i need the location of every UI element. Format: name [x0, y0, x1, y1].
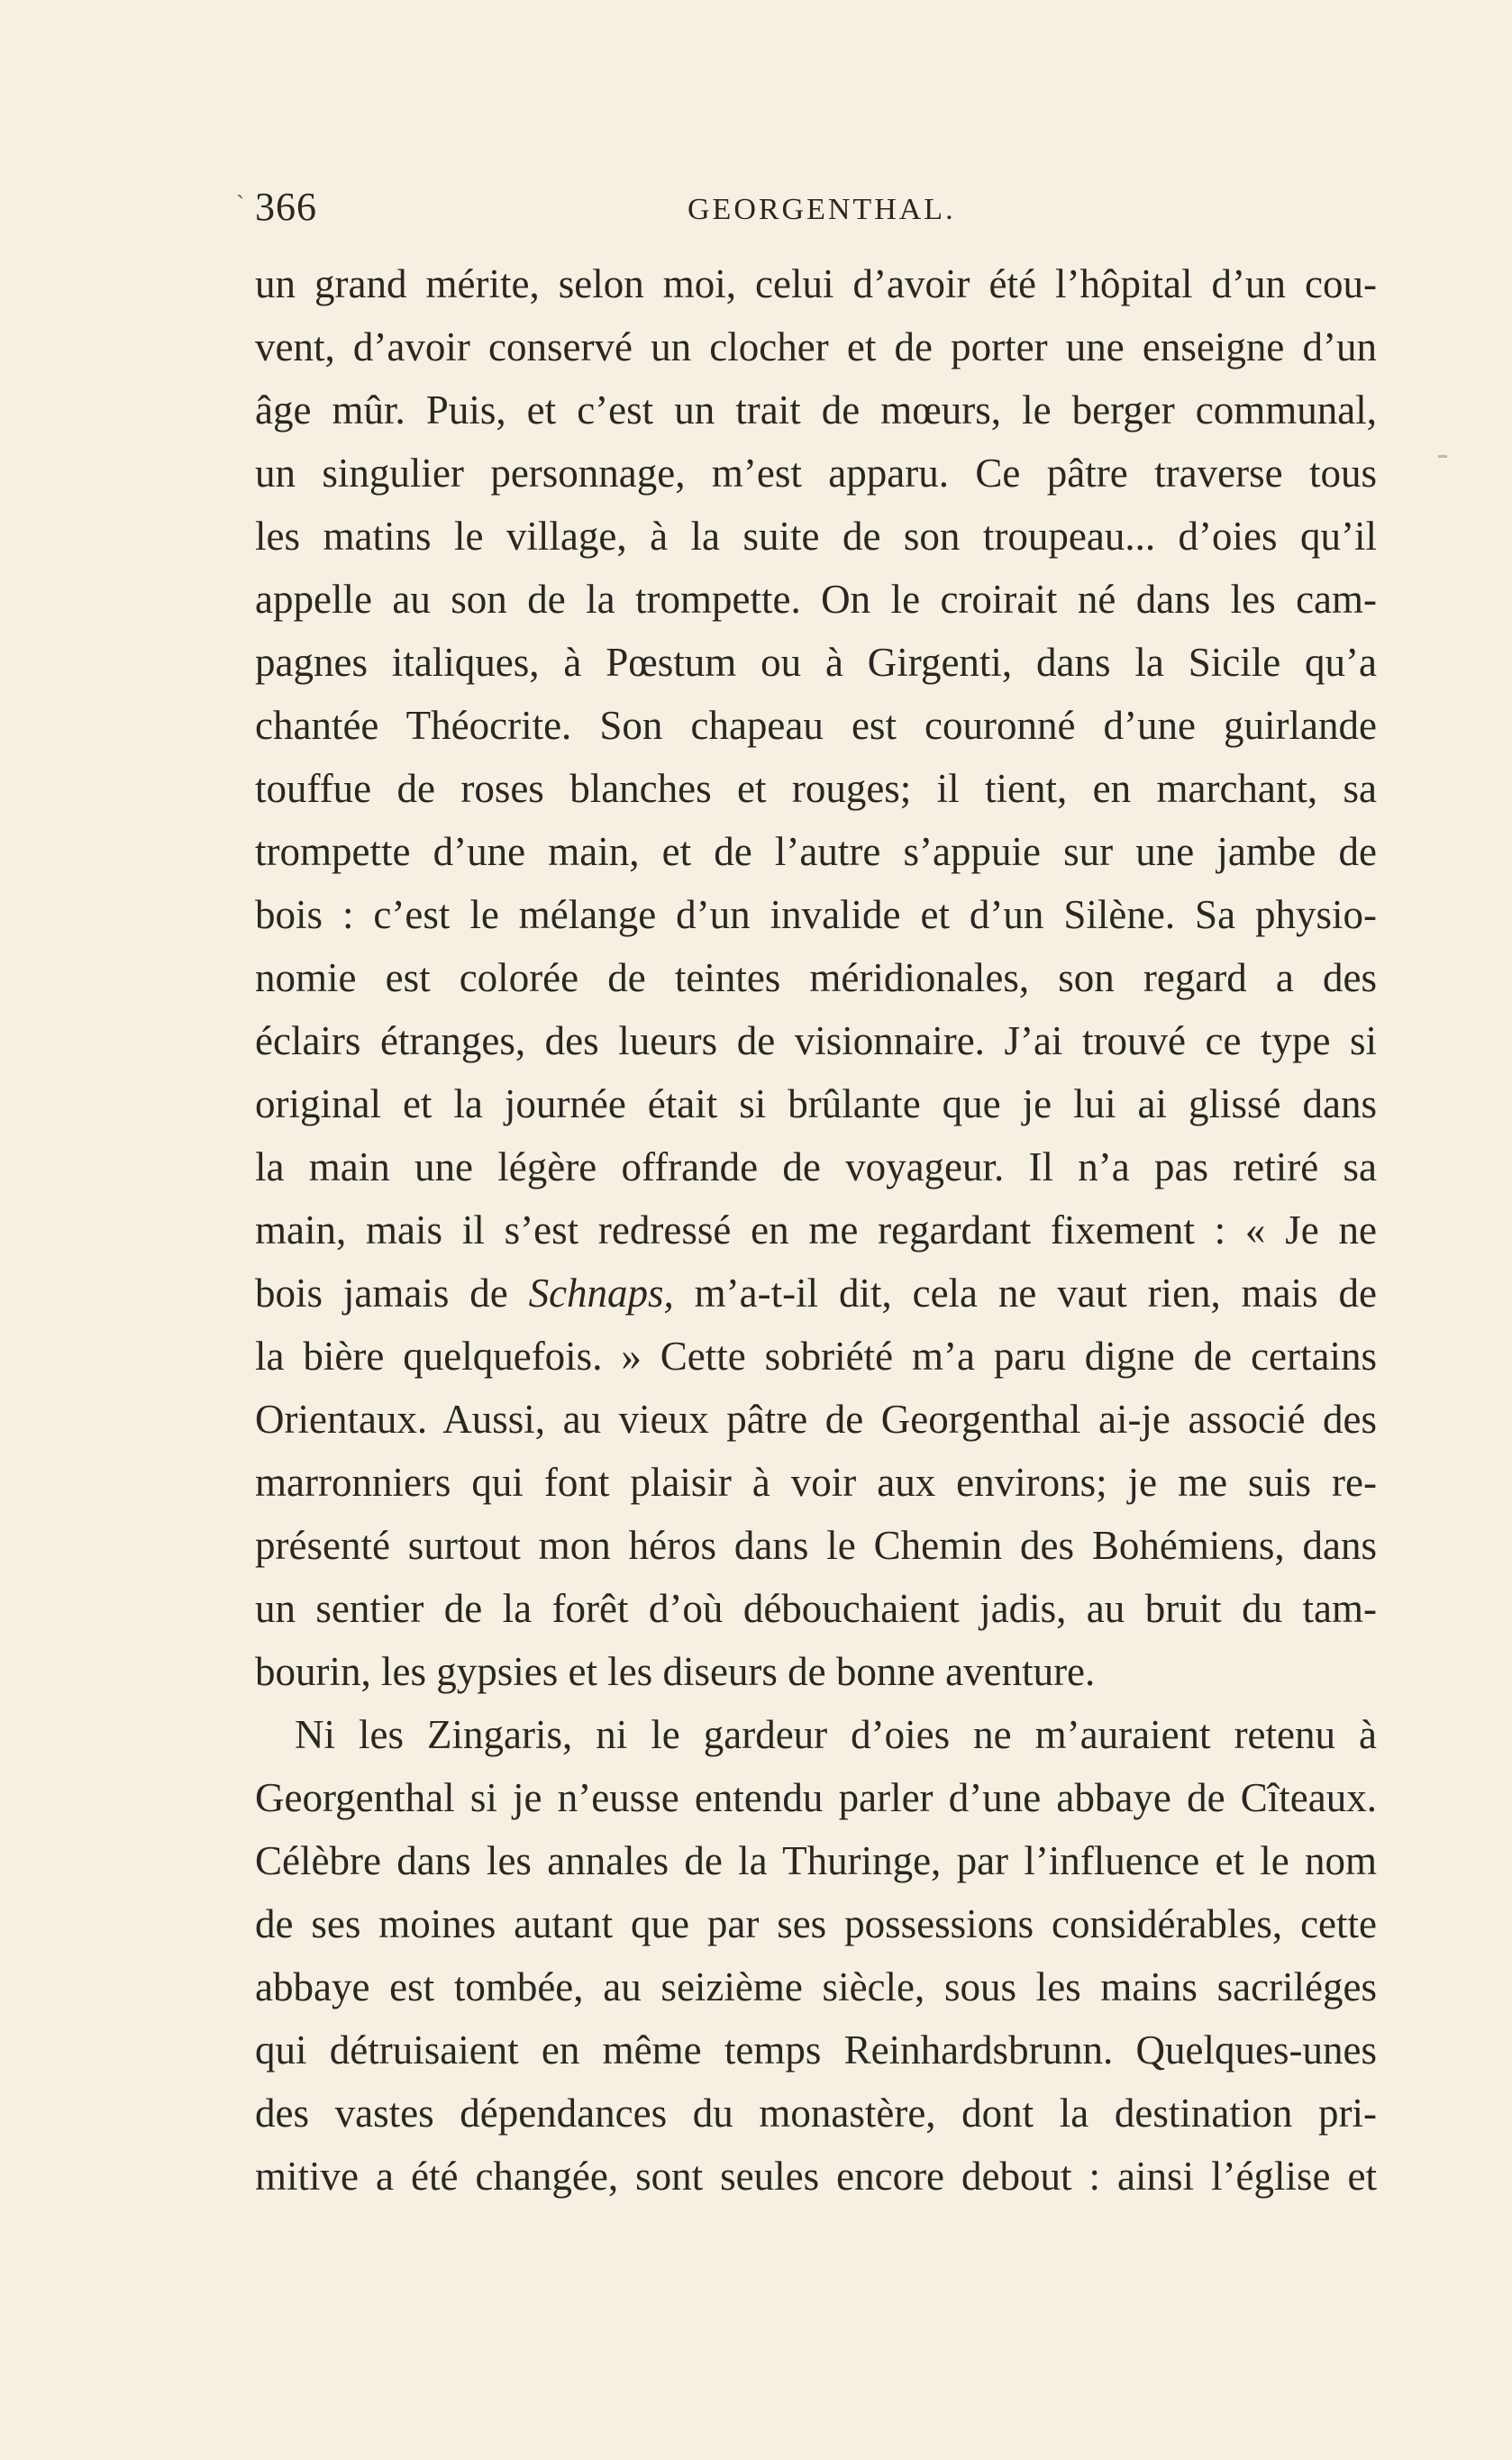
- text-line: pagnes italiques, à Pœstum ou à Girgenti, dans la Sicile qu’a: [255, 640, 1377, 685]
- text-line: présenté surtout mon héros dans le Chemin des Bohémiens, dans: [255, 1523, 1377, 1568]
- text-line: appelle au son de la trompette. On le croirait né dans les cam-: [255, 577, 1377, 622]
- text-line: la bière quelquefois. » Cette sobriété m’a paru digne de certains: [255, 1334, 1377, 1379]
- text-line-with-italic: [255, 1262, 1377, 1325]
- text-line: bois : c’est le mélange d’un invalide et d’un Silène. Sa physio-: [255, 892, 1377, 937]
- text-line: qui détruisaient en même temps Reinhardsbrunn. Quelques-unes: [255, 2027, 1377, 2073]
- body-text: [255, 252, 1377, 2208]
- page-number: 366: [255, 185, 317, 229]
- text-line: un grand mérite, selon moi, celui d’avoir été l’hôpital d’un cou-: [255, 261, 1377, 306]
- text-line: main, mais il s’est redressé en me regardant fixement : « Je ne: [255, 1207, 1377, 1253]
- text-line: abbaye est tombée, au seizième siècle, sous les mains sacriléges: [255, 1964, 1377, 2009]
- text-line: Georgenthal si je n’eusse entendu parler d’une abbaye de Cîteaux.: [255, 1775, 1377, 1820]
- text-line: trompette d’une main, et de l’autre s’appuie sur une jambe de: [255, 829, 1377, 874]
- text-line: nomie est colorée de teintes méridionales, son regard a des: [255, 955, 1377, 1000]
- paragraph-2: [255, 1703, 1377, 2208]
- text-line: des vastes dépendances du monastère, dont la destination pri-: [255, 2091, 1377, 2136]
- margin-blemish: [1438, 455, 1447, 458]
- text-line: Orientaux. Aussi, au vieux pâtre de Georgenthal ai-je associé des: [255, 1397, 1377, 1442]
- text-line: Ni les Zingaris, ni le gardeur d’oies ne m’auraient retenu à: [295, 1712, 1377, 1757]
- text-line: Célèbre dans les annales de la Thuringe, par l’influence et le nom: [255, 1838, 1377, 1883]
- text-segment: bois jamais de: [255, 1271, 529, 1316]
- text-segment: m’a-t-il dit, cela ne vaut rien, mais de: [673, 1271, 1377, 1316]
- text-line: un sentier de la forêt d’où débouchaient jadis, au bruit du tam-: [255, 1586, 1377, 1631]
- text-line: marronniers qui font plaisir à voir aux environs; je me suis re-: [255, 1460, 1377, 1505]
- text-line: chantée Théocrite. Son chapeau est couronné d’une guirlande: [255, 703, 1377, 748]
- text-line: de ses moines autant que par ses possessions considérables, cette: [255, 1901, 1377, 1946]
- italic-word: Schnaps,: [528, 1271, 674, 1316]
- text-line: éclairs étranges, des lueurs de visionnaire. J’ai trouvé ce type si: [255, 1018, 1377, 1063]
- text-line: bourin, les gypsies et les diseurs de bonne aventure.: [255, 1649, 1096, 1694]
- paragraph-1: [255, 252, 1377, 1703]
- text-line: vent, d’avoir conservé un clocher et de porter une enseigne d’un: [255, 324, 1377, 369]
- page-header: [255, 180, 1377, 234]
- text-line: un singulier personnage, m’est apparu. Ce pâtre traverse tous: [255, 451, 1377, 496]
- text-line: original et la journée était si brûlante que je lui ai glissé dans: [255, 1081, 1377, 1126]
- margin-tick-mark: `: [236, 191, 245, 219]
- text-line: touffue de roses blanches et rouges; il tient, en marchant, sa: [255, 766, 1377, 811]
- text-line: les matins le village, à la suite de son troupeau... d’oies qu’il: [255, 514, 1377, 559]
- text-line: la main une légère offrande de voyageur. Il n’a pas retiré sa: [255, 1144, 1377, 1189]
- running-title: GEORGENTHAL.: [688, 193, 956, 226]
- text-line: âge mûr. Puis, et c’est un trait de mœurs, le berger communal,: [255, 387, 1377, 433]
- text-line: mitive a été changée, sont seules encore debout : ainsi l’église et: [255, 2154, 1377, 2199]
